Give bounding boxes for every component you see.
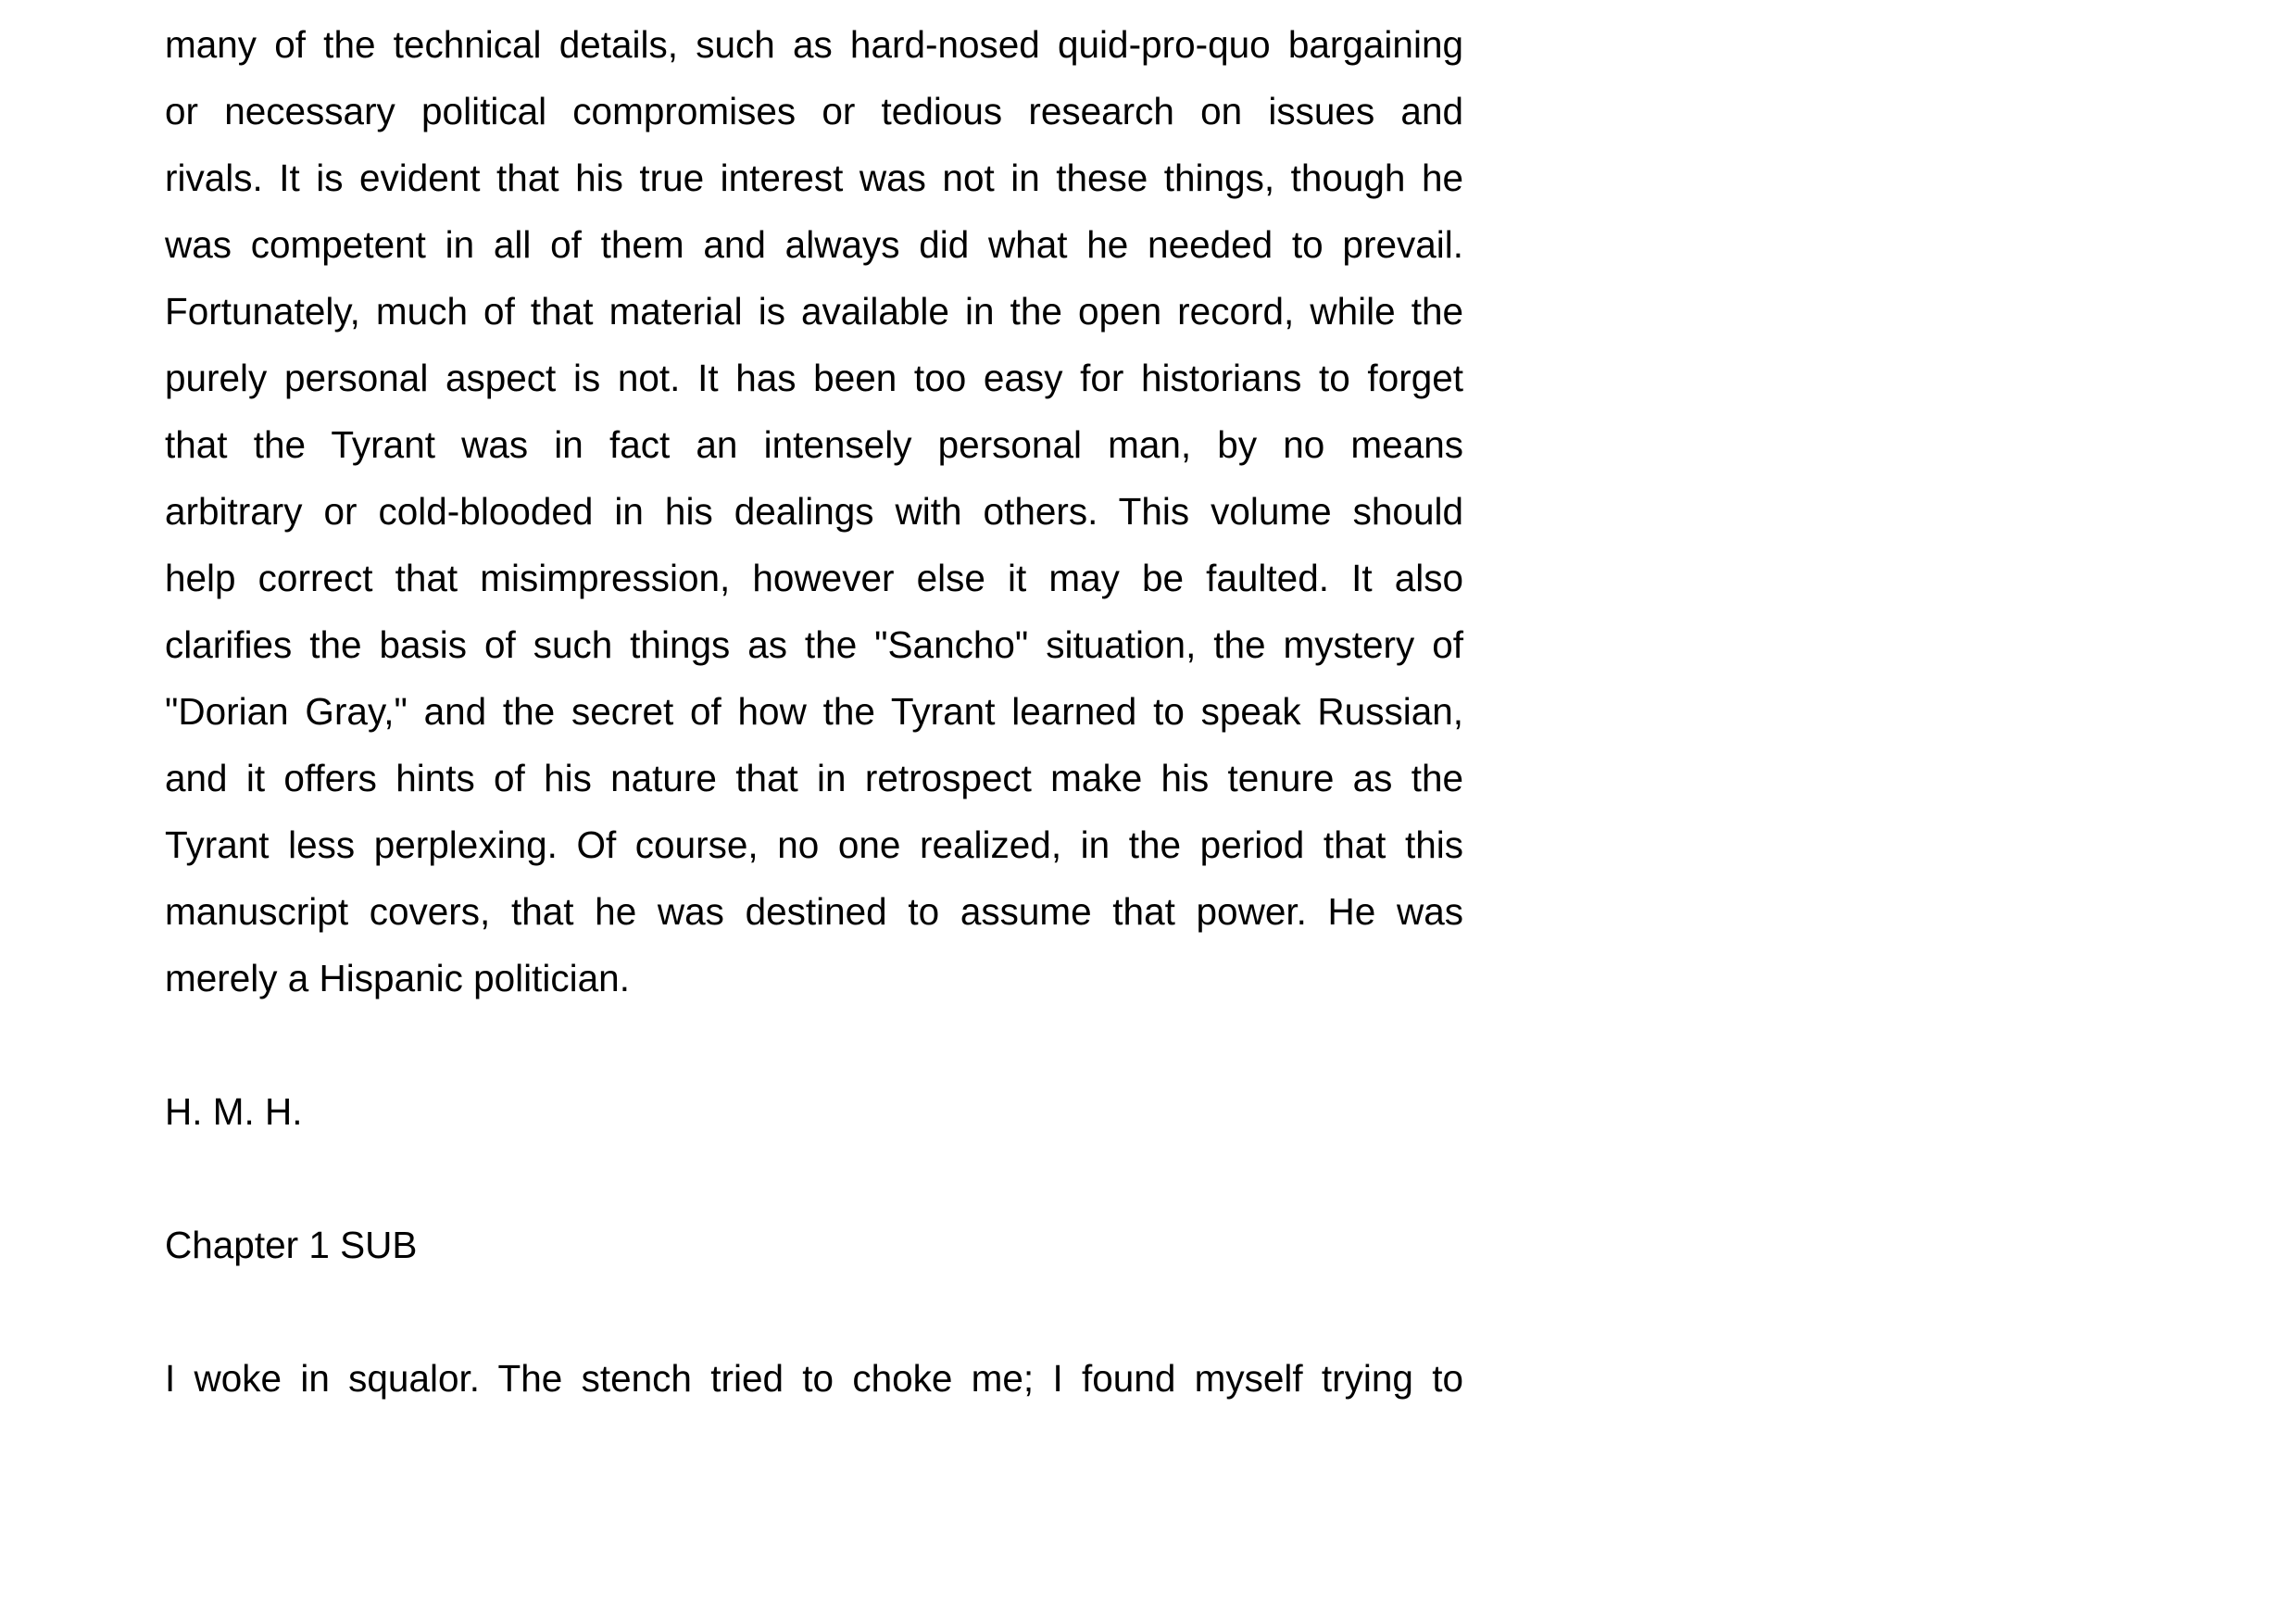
paragraph-line: many of the technical details, such as hard-nosed quid-pro-quo bargaining bbox=[165, 23, 1463, 66]
paragraph-line: arbitrary or cold-blooded in his dealings with others. This volume should bbox=[165, 490, 1463, 533]
paragraph-line: rivals. It is evident that his true interest was not in these things, though he bbox=[165, 157, 1463, 199]
paragraph-line: purely personal aspect is not. It has been too easy for historians to forget bbox=[165, 357, 1463, 399]
paragraph-line: clarifies the basis of such things as the "Sancho" situation, the mystery of bbox=[165, 623, 1463, 666]
paragraph-line: help correct that misimpression, however else it may be faulted. It also bbox=[165, 557, 1463, 599]
paragraph-line: was competent in all of them and always did what he needed to prevail. bbox=[165, 223, 1463, 266]
paragraph-line: "Dorian Gray," and the secret of how the Tyrant learned to speak Russian, bbox=[165, 690, 1463, 733]
paragraph-line: merely a Hispanic politician. bbox=[165, 957, 630, 999]
chapter-heading: Chapter 1 SUB bbox=[165, 1224, 418, 1266]
paragraph-line: or necessary political compromises or tedious research on issues and bbox=[165, 90, 1463, 132]
chapter-first-line: I woke in squalor. The stench tried to choke me; I found myself trying to bbox=[165, 1357, 1463, 1400]
paragraph-line: Tyrant less perplexing. Of course, no one realized, in the period that this bbox=[165, 823, 1463, 866]
signature: H. M. H. bbox=[165, 1090, 303, 1133]
paragraph-line: manuscript covers, that he was destined to assume that power. He was bbox=[165, 890, 1463, 933]
paragraph-line: Fortunately, much of that material is available in the open record, while the bbox=[165, 290, 1463, 333]
paragraph-line: and it offers hints of his nature that in retrospect make his tenure as the bbox=[165, 757, 1463, 799]
paragraph-line: that the Tyrant was in fact an intensely personal man, by no means bbox=[165, 423, 1463, 466]
